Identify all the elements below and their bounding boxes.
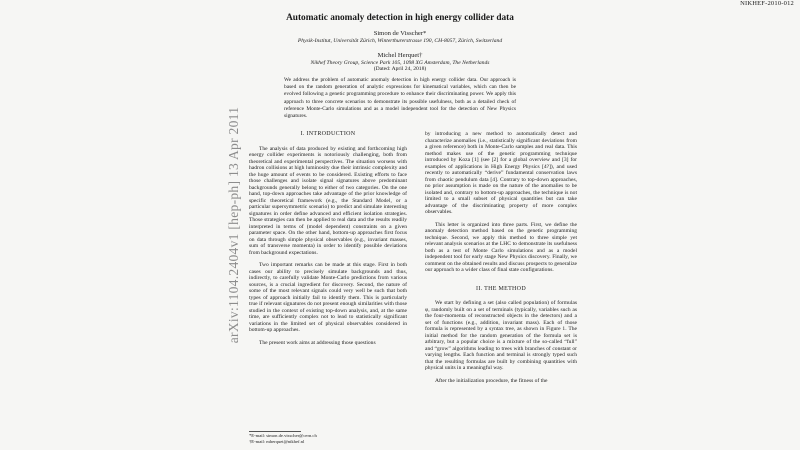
- footnote: †E-mail: mherquet@nikhef.nl: [249, 439, 305, 444]
- right-column: [425, 131, 577, 390]
- author-name: Simon de Visscher*: [373, 30, 427, 37]
- author-affiliation: Physik-Institut, Universität Zürich, Winterthurerstrasse 190, CH-8057, Zürich, Switzerland: [297, 38, 503, 44]
- paragraph: After the initialization procedure, the fitness of the: [435, 377, 548, 384]
- paragraph: The present work aims at addressing those questions: [259, 339, 376, 346]
- section-heading: II. THE METHOD: [476, 285, 526, 292]
- date-line: (Dated: April 24, 2018): [373, 66, 427, 72]
- left-column: [249, 131, 407, 352]
- footnote: *E-mail: simon.de.visscher@cern.ch: [249, 433, 317, 438]
- paragraph: This letter is organized into three parts. First, we define the anomaly detection method based on the genetic programming technique. Second, we apply this method to three simple yet relevant analysis scenarios at the LHC to demonstrate its usefulness both as a test of Monte Carlo simulations and as a model independent tool for early stage New Physics discovery. Finally, we comment on the obtained results and discuss prospects to generalize our approach to a wider class of final state configurations.: [425, 221, 577, 273]
- paragraph: by introducing a new method to automatically detect and characterize anomalies (i.e., statistically significant deviations from a given reference) both in Monte-Carlo samples and real data. This method makes use of the genetic programming technique introduced by Koza [1] (see [2] for a global overview and [3] for examples of applications in High Energy Physics [4?]), and used recently to automatically “derive” fundamental conservation laws from chaotic pendulum data [4]. Contrary to top-down approaches, no prior assumption is made on the nature of the anomalies to be isolated and, contrary to bottom-up approaches, the technique is not limited to a small subset of physical quantities but can take advantage of the discriminating property of more complex observables.: [425, 131, 577, 215]
- footnote-divider: [249, 431, 301, 432]
- paper-title: Automatic anomaly detection in high energy collider data: [286, 13, 514, 23]
- report-number: NIKHEF-2010-012: [740, 0, 794, 7]
- footnotes: [249, 433, 407, 445]
- author-name: Michel Herquet†: [377, 52, 423, 59]
- paragraph: Two important remarks can be made at this stage. First in both cases our ability to precisely simulate backgrounds and thus, indirectly, to carefully validate Monte-Carlo predictions from various sources, is a crucial ingredient for discovery. Second, the nature of some of the most relevant signals could very well be such that both types of approach initially fail to identify them. This is particularly true if relevant signatures do not present enough similarities with those studied in the context of existing top-down analysis, and, at the same time, are sufficiently complex not to lead to statistically significant variations in the limited set of physical observables considered in bottom-up approaches.: [249, 262, 407, 333]
- author-affiliation: Nikhef Theory Group, Science Park 105, 1098 XG Amsterdam, The Netherlands: [310, 60, 490, 66]
- paragraph: We start by defining a set (also called population) of formulas φ, randomly built on a set of terminals (typically, variables such as the four-momenta of reconstructed objects in the detectors) and a set of functions (e.g., addition, invariant mass). Each of those formula is represented by a syntax tree, as shown in Figure 1. The initial method for the random generation of the formula set is arbitrary, but a popular choice is a mixture of the so-called “full” and “grow” algorithms leading to trees with branches of constant or varying lengths. Each function and terminal is strongly typed such that the resulting formulas are built by combining quantities with physical units in a meaningful way.: [425, 300, 577, 371]
- section-heading: I. INTRODUCTION: [300, 131, 356, 137]
- arxiv-stamp-text: arXiv:1104.2404v1 [hep-ph] 13 Apr 2011: [226, 106, 241, 344]
- paragraph: The analysis of data produced by existing and forthcoming high energy collider experiments is notoriously challenging, both from theoretical and experimental perspectives. The situation worsens with hadron collisions at high luminosity due their intrinsic complexity and the huge amount of events to be considered. Existing efforts to face those challenges and isolate signal signatures above predominant backgrounds generally belong to either of two categories. On the one hand, top-down approaches take advantage of the prior knowledge of specific theoretical framework (e.g., the Standard Model, or a particular supersymmetric scenario) to predict and simulate interesting signatures in order define advanced and efficient isolation strategies. Those strategies can then be applied to real data and the results readily interpreted in terms of (model dependent) constraints on a given parameter space. On the other hand, bottom-up approaches first focus on data through simple physical observables (e.g., invariant masses, sum of transverse momenta) in order to identify possible deviations from background expectations.: [249, 145, 407, 256]
- abstract: We address the problem of automatic anomaly detection in high energy collider data. Our approach is based on the random generation of analytic expressions for kinematical variables, which can then be evolved following a genetic programming procedure to enhance their discriminating power. We apply this approach to three concrete scenarios to demonstrate its possible usefulness, both as a detailed check of reference Monte-Carlo simulations and as a model independent tool for the detection of New Physics signatures.: [284, 77, 516, 120]
- arxiv-stamp: [228, 60, 240, 390]
